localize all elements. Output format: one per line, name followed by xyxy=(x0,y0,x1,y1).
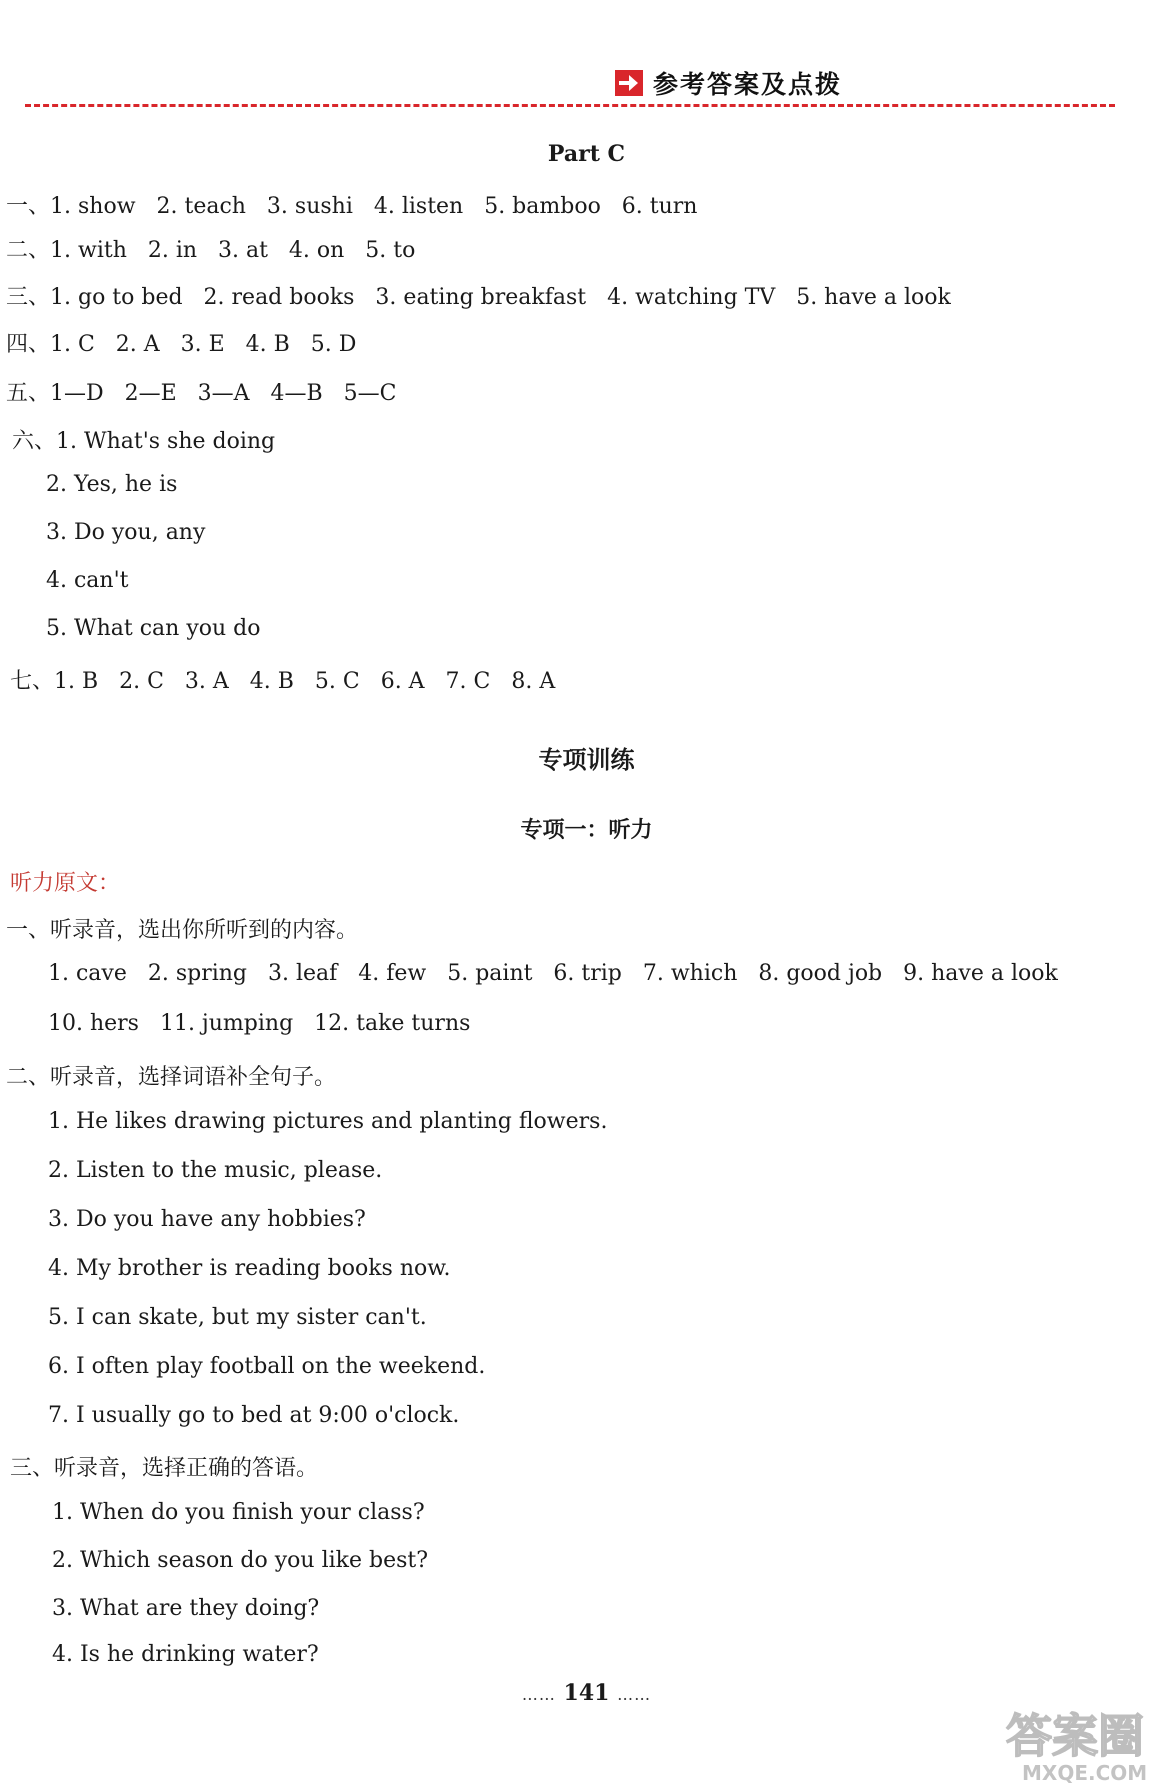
answer-line-3: 三、1. go to bed 2. read books 3. eating breakfast 4. watching TV 5. have a look xyxy=(6,285,951,310)
section-3-line-4: 4. Is he drinking water? xyxy=(52,1642,319,1667)
dots-left: …… xyxy=(521,1685,556,1704)
answer-line-1: 一、1. show 2. teach 3. sushi 4. listen 5. bamboo 6. turn xyxy=(6,194,698,219)
answer-line-5: 五、1—D 2—E 3—A 4—B 5—C xyxy=(6,381,397,406)
answer-line-6: 六、1. What's she doing xyxy=(12,429,276,454)
answer-line-7: 七、1. B 2. C 3. A 4. B 5. C 6. A 7. C 8. A xyxy=(10,669,556,694)
special-subtitle: 专项一：听力 xyxy=(520,818,653,843)
page-header xyxy=(615,65,842,101)
watermark-logo xyxy=(1000,1700,1170,1788)
page-number xyxy=(0,1680,1173,1706)
header-title: 参考答案及点拨 xyxy=(653,70,843,99)
section-2-line-5: 5. I can skate, but my sister can't. xyxy=(48,1305,427,1330)
section-2-line-4: 4. My brother is reading books now. xyxy=(48,1256,451,1281)
answer-line-2: 二、1. with 2. in 3. at 4. on 5. to xyxy=(6,238,416,263)
page-number-value: 141 xyxy=(563,1680,610,1706)
answer-line-4: 四、1. C 2. A 3. E 4. B 5. D xyxy=(6,332,357,357)
section-2-line-7: 7. I usually go to bed at 9:00 o'clock. xyxy=(48,1403,460,1428)
section-2-line-2: 2. Listen to the music, please. xyxy=(48,1158,383,1183)
section-1-line-2: 10. hers 11. jumping 12. take turns xyxy=(48,1011,471,1036)
answer-line-6-3: 3. Do you, any xyxy=(46,520,206,545)
arrow-right-icon xyxy=(615,70,643,96)
section-3-line-2: 2. Which season do you like best? xyxy=(52,1548,429,1573)
answer-line-6-5: 5. What can you do xyxy=(46,616,261,641)
dots-right: …… xyxy=(617,1685,652,1704)
section-2-heading: 二、听录音，选择词语补全句子。 xyxy=(6,1065,337,1090)
section-2-line-6: 6. I often play football on the weekend. xyxy=(48,1354,486,1379)
svg-text:MXQE.COM: MXQE.COM xyxy=(1022,1761,1148,1785)
section-2-line-1: 1. He likes drawing pictures and planting flowers. xyxy=(48,1109,608,1134)
section-2-line-3: 3. Do you have any hobbies? xyxy=(48,1207,366,1232)
header-divider xyxy=(25,104,1115,107)
section-3-line-1: 1. When do you finish your class? xyxy=(52,1500,425,1525)
svg-text:答案圈: 答案圈 xyxy=(1006,1709,1144,1763)
section-3-heading: 三、听录音，选择正确的答语。 xyxy=(10,1456,319,1481)
section-3-line-3: 3. What are they doing? xyxy=(52,1596,320,1621)
section-1-heading: 一、听录音，选出你所听到的内容。 xyxy=(6,918,359,943)
answer-line-6-4: 4. can't xyxy=(46,568,129,593)
special-title: 专项训练 xyxy=(538,746,635,774)
answer-line-6-2: 2. Yes, he is xyxy=(46,472,178,497)
part-c-title: Part C xyxy=(547,141,626,167)
listening-source-label: 听力原文： xyxy=(10,871,121,896)
section-1-line-1: 1. cave 2. spring 3. leaf 4. few 5. paint 6. trip 7. which 8. good job 9. have a look xyxy=(48,961,1058,986)
